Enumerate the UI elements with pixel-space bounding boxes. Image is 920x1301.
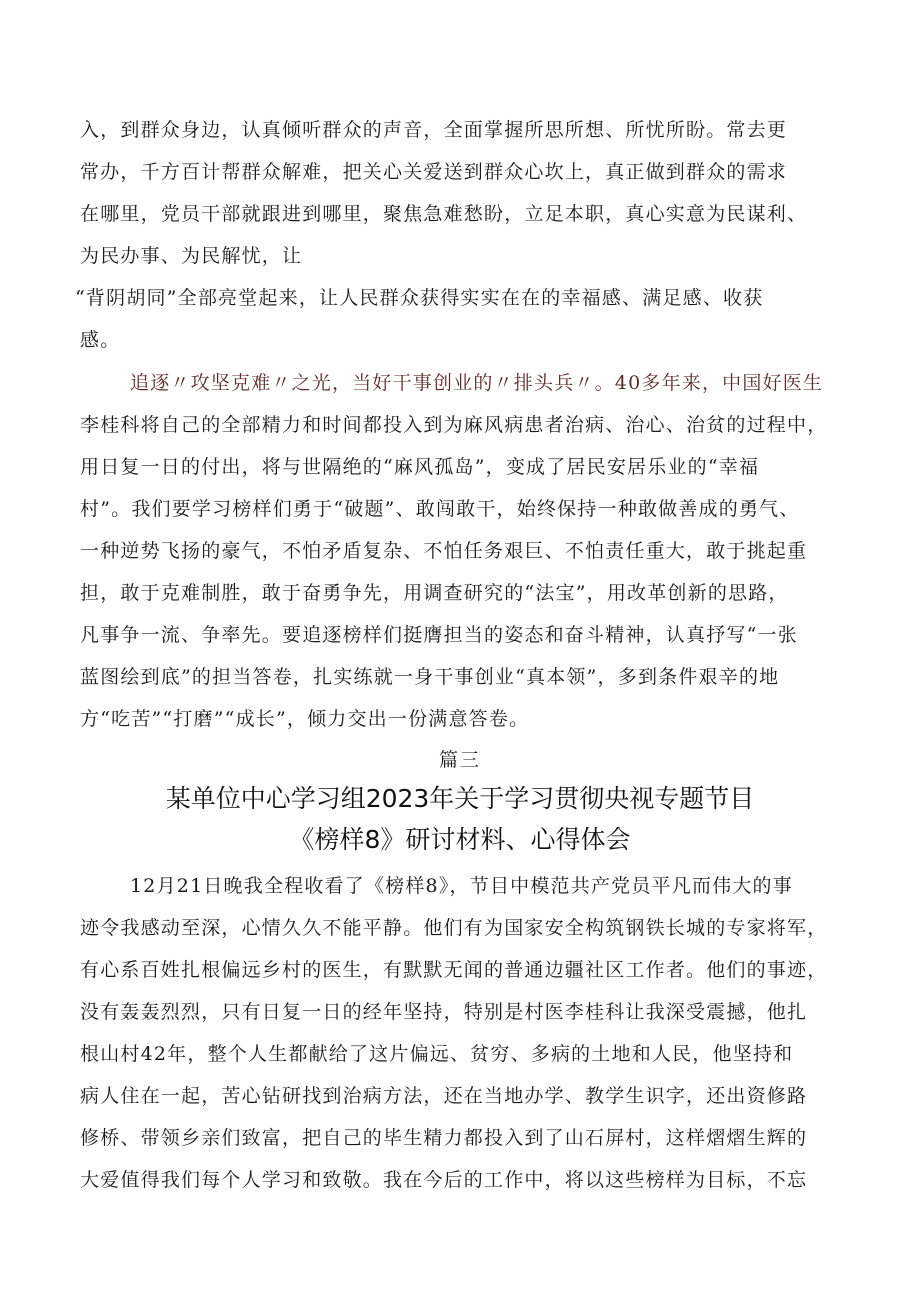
- paragraph-3-line-3: 有心系百姓扎根偏远乡村的医生，有默默无闻的普通边疆社区工作者。他们的事迹，: [80, 959, 828, 981]
- paragraph-1-line-1: 入，到群众身边，认真倾听群众的声音，全面掌握所思所想、所忧所盼。常去更: [80, 119, 788, 141]
- paragraph-3-line-6: 病人住在一起，苦心钻研找到治病方法，还在当地办学、教学生识字，还出资修路: [80, 1085, 808, 1107]
- paragraph-3-line-7: 修桥、带领乡亲们致富，把自己的毕生精力都投入到了山石屏村，这样熠熠生辉的: [80, 1127, 808, 1149]
- paragraph-3-line-4: 没有轰轰烈烈，只有日复一日的经年坚持，特别是村医李桂科让我深受震撼，他扎: [80, 1001, 808, 1023]
- paragraph-2-line-1: 追逐〃攻坚克难〃之光，当好干事创业的〃排头兵〃。40多年来，中国好医生: [130, 372, 824, 394]
- paragraph-1-line-6: 感。: [80, 329, 121, 351]
- paragraph-1-line-5: “背阴胡同”全部亮堂起来，让人民群众获得实实在在的幸福感、满足感、收获: [75, 287, 764, 309]
- document-title-line-2: 《榜样8》研讨材料、心得体会: [289, 825, 631, 854]
- paragraph-3-line-8: 大爱值得我们每个人学习和致敬。我在今后的工作中，将以这些榜样为目标，不忘: [80, 1169, 808, 1191]
- paragraph-2-line-6: 担，敢于克难制胜，敢于奋勇争先，用调查研究的“法宝”，用改革创新的思路，: [80, 582, 789, 604]
- paragraph-2-line-2: 李桂科将自己的全部精力和时间都投入到为麻风病患者治病、治心、治贫的过程中，: [80, 414, 828, 436]
- paragraph-2-line-5: 一种逆势飞扬的豪气，不怕矛盾复杂、不怕任务艰巨、不怕责任重大，敢于挑起重: [80, 540, 808, 562]
- paragraph-1-line-4: 为民办事、为民解忧，让: [80, 245, 303, 267]
- paragraph-1-line-2: 常办，千方百计帮群众解难，把关心关爱送到群众心坎上，真正做到群众的需求: [80, 161, 788, 183]
- paragraph-3-line-5: 根山村42年，整个人生都献给了这片偏远、贫穷、多病的土地和人民，他坚持和: [80, 1043, 794, 1065]
- section-label: 篇三: [438, 749, 481, 771]
- paragraph-2-line-4: 村”。我们要学习榜样们勇于“破题”、敢闯敢干，始终保持一种敢做善成的勇气、: [80, 498, 800, 520]
- paragraph-2-line-9: 方“吃苦”“打磨”“成长”，倾力交出一份满意答卷。: [80, 708, 530, 730]
- paragraph-3-line-1: 12月21日晚我全程收看了《榜样8》，节目中模范共产党员平凡而伟大的事: [130, 875, 793, 897]
- paragraph-2-line-8: 蓝图绘到底”的担当答卷，扎实练就一身干事创业“真本领”，多到条件艰辛的地: [80, 666, 780, 688]
- paragraph-3-line-2: 迹令我感动至深，心情久久不能平静。他们有为国家安全构筑钢铁长城的专家将军，: [80, 917, 828, 939]
- paragraph-2-line-7: 凡事争一流、争率先。要追逐榜样们挺膺担当的姿态和奋斗精神，认真抒写“一张: [80, 624, 798, 646]
- document-title-line-1: 某单位中心学习组2023年关于学习贯彻央视专题节目: [165, 784, 755, 813]
- paragraph-2-line-3: 用日复一日的付出，将与世隔绝的“麻风孤岛”，变成了居民安居乐业的“幸福: [80, 456, 760, 478]
- paragraph-1-line-3: 在哪里，党员干部就跟进到哪里，聚焦急难愁盼，立足本职，真心实意为民谋利、: [80, 203, 808, 225]
